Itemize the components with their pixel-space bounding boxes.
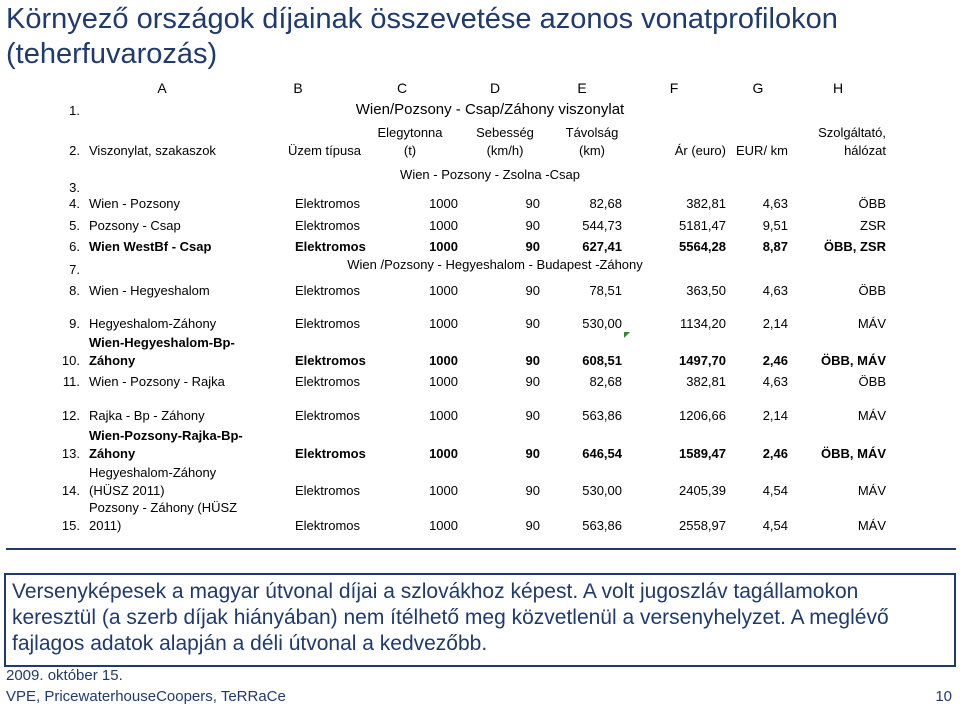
speed: 90 xyxy=(525,353,540,368)
row-number: 3. xyxy=(69,180,80,195)
price: 363,50 xyxy=(686,283,726,298)
operation-type: Elektromos xyxy=(295,196,361,211)
header-ar: Ár (euro) xyxy=(674,143,726,158)
price: 1589,47 xyxy=(679,446,726,461)
operator: ZSR xyxy=(860,218,886,233)
row-number: 4. xyxy=(69,196,80,211)
header-sebesseg: Sebesség xyxy=(476,125,534,140)
operation-type: Elektromos xyxy=(295,374,361,389)
operator: ÖBB xyxy=(858,283,886,298)
row-number: 10. xyxy=(61,353,80,368)
speed: 90 xyxy=(525,374,540,389)
header-elegytonna-unit: (t) xyxy=(403,143,417,158)
operation-type: Elektromos xyxy=(295,353,366,368)
operator: MÁV xyxy=(857,408,886,423)
row-number: 11. xyxy=(62,374,80,389)
divider xyxy=(6,548,956,550)
row-number: 14. xyxy=(61,483,80,498)
distance: 530,00 xyxy=(582,483,622,498)
gross-tonnage: 1000 xyxy=(429,196,458,211)
column-letter-b: B xyxy=(293,80,303,96)
operator: ÖBB, MÁV xyxy=(821,446,886,461)
page-number: 10 xyxy=(935,688,952,705)
gross-tonnage: 1000 xyxy=(429,483,458,498)
operation-type: Elektromos xyxy=(295,408,361,423)
gross-tonnage: 1000 xyxy=(429,374,458,389)
route-name: Hegyeshalom-Záhony xyxy=(89,465,217,480)
route-name: Rajka - Bp - Záhony xyxy=(89,408,205,423)
price-per-km: 4,63 xyxy=(762,283,788,298)
distance: 646,54 xyxy=(582,446,622,461)
row-number: 8. xyxy=(69,283,80,298)
operation-type: Elektromos xyxy=(295,283,361,298)
route-name-cont: Záhony xyxy=(89,446,136,461)
route-name: Wien - Hegyeshalom xyxy=(89,283,210,298)
header-viszonylat: Viszonylat, szakaszok xyxy=(89,143,216,158)
gross-tonnage: 1000 xyxy=(429,446,458,461)
distance: 82,68 xyxy=(589,196,622,211)
gross-tonnage: 1000 xyxy=(429,316,458,331)
price-per-km: 9,51 xyxy=(762,218,788,233)
distance: 627,41 xyxy=(582,239,622,254)
row-number: 2. xyxy=(69,143,80,158)
row-number: 13. xyxy=(61,446,80,461)
price: 5181,47 xyxy=(679,218,726,233)
section-title: Wien - Pozsony - Zsolna -Csap xyxy=(400,167,580,182)
route-name: Wien - Pozsony xyxy=(89,196,181,211)
gross-tonnage: 1000 xyxy=(429,218,458,233)
speed: 90 xyxy=(525,283,540,298)
gross-tonnage: 1000 xyxy=(429,283,458,298)
page-title: Környező országok díjainak összevetése azonos vonatprofilokon (teherfuvarozás) xyxy=(6,3,838,70)
route-name-cont: 2011) xyxy=(89,518,122,533)
column-letter-a: A xyxy=(157,80,167,96)
speed: 90 xyxy=(525,408,540,423)
speed: 90 xyxy=(525,218,540,233)
price-per-km: 2,46 xyxy=(762,353,788,368)
speed: 90 xyxy=(525,518,540,533)
distance: 563,86 xyxy=(582,518,622,533)
row-number: 1. xyxy=(69,103,80,118)
speed: 90 xyxy=(525,196,540,211)
operator: MÁV xyxy=(857,483,886,498)
header-tavolsag-unit: (km) xyxy=(579,143,605,158)
header-sebesseg-unit: (km/h) xyxy=(486,143,524,158)
operation-type: Elektromos xyxy=(295,483,361,498)
price: 1206,66 xyxy=(679,408,726,423)
operator: ÖBB, ZSR xyxy=(823,239,886,254)
distance: 563,86 xyxy=(582,408,622,423)
column-letter-d: D xyxy=(489,80,501,96)
operation-type: Elektromos xyxy=(295,316,361,331)
speed: 90 xyxy=(525,446,540,461)
header-eur-km: EUR/ km xyxy=(736,143,788,158)
operator: ÖBB xyxy=(858,374,886,389)
operation-type: Elektromos xyxy=(295,446,366,461)
price-per-km: 4,63 xyxy=(762,374,788,389)
operator: ÖBB xyxy=(858,196,886,211)
note-text: Versenyképesek a magyar útvonal díjai a szlovákhoz képest. A volt jugoszláv tagállamokon keresztül (a szerb díjak hiányában) nem ítélhető meg közvetlenül a versenyhelyzet. A meglévő fajlagos adatok alapján a déli útvonal a kedvezőbb. xyxy=(12,580,889,655)
header-szolgaltato: Szolgáltató, xyxy=(818,125,886,140)
price: 1497,70 xyxy=(679,353,726,368)
price-per-km: 4,54 xyxy=(762,483,788,498)
section-title: Wien /Pozsony - Hegyeshalom - Budapest -Záhony xyxy=(347,257,643,272)
price-per-km: 2,14 xyxy=(762,316,788,331)
column-letter-c: C xyxy=(396,80,408,96)
row-number: 9. xyxy=(69,316,80,331)
operator: MÁV xyxy=(857,316,886,331)
price-per-km: 8,87 xyxy=(762,239,788,254)
header-tavolsag: Távolság xyxy=(565,125,619,140)
row-number: 15. xyxy=(61,518,80,533)
distance: 544,73 xyxy=(582,218,622,233)
distance: 530,00 xyxy=(582,316,622,331)
note-box xyxy=(4,573,956,667)
column-letter-g: G xyxy=(752,80,764,96)
column-letter-h: H xyxy=(832,80,844,96)
price-per-km: 4,63 xyxy=(762,196,788,211)
route-name-cont: (HÜSZ 2011) xyxy=(89,483,165,498)
route-name: Hegyeshalom-Záhony xyxy=(89,316,217,331)
row-number: 12. xyxy=(61,408,80,423)
distance: 82,68 xyxy=(589,374,622,389)
footer-source: VPE, PricewaterhouseCoopers, TeRRaCe xyxy=(6,688,286,705)
comment-marker-icon xyxy=(624,332,630,338)
operation-type: Elektromos xyxy=(295,239,366,254)
route-name-cont: Záhony xyxy=(89,353,136,368)
operator: MÁV xyxy=(857,518,886,533)
header-halozat: hálózat xyxy=(844,143,886,158)
gross-tonnage: 1000 xyxy=(429,239,458,254)
distance: 78,51 xyxy=(589,283,622,298)
speed: 90 xyxy=(525,316,540,331)
table-title: Wien/Pozsony - Csap/Záhony viszonylat xyxy=(355,101,625,118)
operator: ÖBB, MÁV xyxy=(821,353,886,368)
route-name: Pozsony - Csap xyxy=(89,218,181,233)
price: 2558,97 xyxy=(679,518,726,533)
price: 1134,20 xyxy=(679,316,726,331)
row-number: 5. xyxy=(69,218,80,233)
column-letter-e: E xyxy=(577,80,587,96)
route-name: Wien WestBf - Csap xyxy=(89,239,212,254)
route-name: Pozsony - Záhony (HÜSZ xyxy=(89,500,238,515)
route-name: Wien-Pozsony-Rajka-Bp- xyxy=(89,428,243,443)
operation-type: Elektromos xyxy=(295,518,361,533)
price: 2405,39 xyxy=(679,483,726,498)
header-elegytonna: Elegytonna xyxy=(377,125,443,140)
price: 382,81 xyxy=(686,374,726,389)
price: 5564,28 xyxy=(679,239,726,254)
column-letter-f: F xyxy=(669,80,679,96)
footer-date: 2009. október 15. xyxy=(6,667,123,684)
row-number: 6. xyxy=(69,239,80,254)
gross-tonnage: 1000 xyxy=(429,353,458,368)
header-uzem-tipusa: Üzem típusa xyxy=(288,143,361,158)
route-name: Wien - Pozsony - Rajka xyxy=(89,374,225,389)
route-name: Wien-Hegyeshalom-Bp- xyxy=(89,335,235,350)
price: 382,81 xyxy=(686,196,726,211)
price-per-km: 4,54 xyxy=(762,518,788,533)
row-number: 7. xyxy=(69,262,80,277)
speed: 90 xyxy=(525,239,540,254)
gross-tonnage: 1000 xyxy=(429,408,458,423)
price-per-km: 2,14 xyxy=(762,408,788,423)
speed: 90 xyxy=(525,483,540,498)
price-per-km: 2,46 xyxy=(762,446,788,461)
gross-tonnage: 1000 xyxy=(429,518,458,533)
operation-type: Elektromos xyxy=(295,218,361,233)
distance: 608,51 xyxy=(582,353,622,368)
